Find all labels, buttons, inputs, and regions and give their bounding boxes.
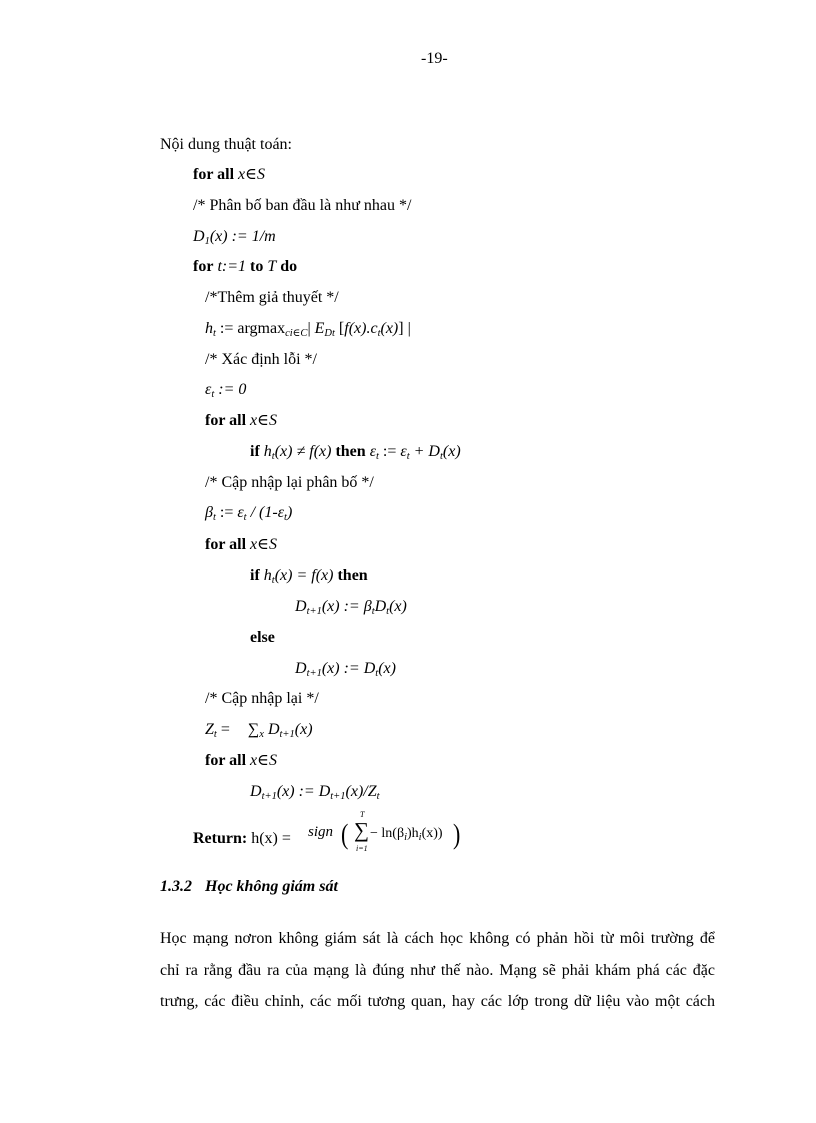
return-formula [308,811,468,857]
sub-t: t [212,512,216,523]
algo-line-argmax [205,321,411,337]
algo-line-eps-init [205,382,246,398]
comment-renorm: /* Cập nhập lại */ [205,690,319,707]
var-beta: β [205,504,213,521]
algo-line-update-else [295,661,396,677]
sum-sub-x: x [259,729,264,740]
set-S: ∈S [245,166,265,183]
var-D: D [363,660,376,677]
var-x: x [250,752,258,769]
norm-div: (x)/Z [345,783,377,800]
h-term: )h [407,826,419,841]
keyword-do: do [280,258,298,275]
return-hx: h(x) = [247,830,291,847]
var-D: D [250,783,262,800]
assign: := [215,504,238,521]
keyword-for-all: for all [205,412,247,429]
sub-t: t [376,791,380,802]
section-title: Học không giám sát [205,878,338,895]
var-h: h [263,567,272,584]
sub-t: t [213,729,217,740]
var-beta: β [363,598,372,615]
sub-t: t [271,575,275,586]
keyword-to: to [250,258,264,275]
algo-line-beta [205,505,292,521]
ln-term: − ln(β [370,826,405,841]
var-x: x [250,536,258,553]
sum-symbol: ∑ [247,721,260,738]
set-S: ∈S [257,752,277,769]
algo-line-d1-init [193,229,276,245]
sub-t: t [211,389,215,400]
keyword-return: Return: [193,830,248,847]
dt-x: (x) [389,598,407,615]
argmax-sub: ci∈C [285,328,308,339]
keyword-then: then [335,443,366,460]
section-number: 1.3.2 [160,878,192,895]
paren-close: ) [453,817,461,850]
sub-t: t [271,451,275,462]
algorithm-intro: Nội dung thuật toán: [160,136,292,153]
sub-t: t [376,451,379,462]
keyword-for-all: for all [205,752,247,769]
var-Z: Z [205,721,214,738]
keyword-for-all: for all [193,166,235,183]
algo-line-update-correct [295,599,407,615]
bracket-open: [ [334,320,345,337]
paren-open: ( [341,817,349,850]
var-h: h [205,320,213,337]
keyword-then: then [337,567,368,584]
dt-x: (x) [442,443,461,460]
ht-neq: (x) ≠ f(x) [274,443,332,460]
sub-1: 1 [204,236,210,247]
sub-t: t [371,606,375,617]
body-paragraph [160,923,715,1018]
dt-x: (x) [378,660,396,677]
algo-line-forall-4 [205,753,277,769]
var-eps: ε [277,504,285,521]
var-eps: ε [369,443,376,460]
sub-t: t [375,668,379,679]
paragraph-line: chỉ ra rằng đầu ra của mạng là đúng như thế nào. Mạng sẽ phải khám phá các đặc [160,961,715,979]
sub-t1: t+1 [330,791,346,802]
keyword-if: if [250,443,260,460]
algo-line-forall-2 [205,413,277,429]
ct-x: (x) [380,320,399,337]
fx-ct: f(x).c [344,320,378,337]
ht-eq: (x) = f(x) [274,567,334,584]
keyword-if: if [250,567,260,584]
set-S: ∈S [257,412,277,429]
d1-rest: (x) := 1/m [209,228,276,245]
page-number: -19- [421,50,448,67]
var-x: x [250,412,258,429]
update-assign: (x) := [321,660,364,677]
sub-t1: t+1 [279,729,295,740]
sub-t: t [386,606,390,617]
section-heading [160,879,338,895]
equals: = [216,721,242,738]
x-term: (x)) [421,826,443,841]
keyword-for-all: for all [205,536,247,553]
sum-upper-T: T [360,810,365,819]
sub-i: i [404,832,407,843]
t-assign: t:=1 [217,258,247,275]
keyword-else: else [250,629,275,646]
argmax-text: := argmax [215,320,286,337]
eps-zero: := 0 [214,381,247,398]
sub-t: t [439,451,443,462]
set-S: ∈S [257,536,277,553]
paragraph-line: trưng, các điều chỉnh, các mối tương quan, hay các lớp trong dữ liệu vào một cách [160,993,715,1010]
comment-init: /* Phân bố ban đầu là như nhau */ [193,197,412,214]
norm-assign: (x) := D [276,783,331,800]
div-open: / (1- [246,504,278,521]
dt-x: (x) [294,721,313,738]
var-T: T [267,258,277,275]
paren-close: ) [286,504,293,521]
var-eps: ε [400,443,407,460]
sub-t1: t+1 [261,791,277,802]
comment-hypothesis: /*Thêm giả thuyết */ [205,289,339,306]
var-eps: ε [205,381,212,398]
var-D: D [193,228,205,245]
bracket-close: ] | [398,320,411,337]
var-D: D [295,598,307,615]
var-h: h [263,443,272,460]
update-assign: (x) := [321,598,364,615]
sum-body [370,827,443,841]
sub-Dt: Dt [324,328,335,339]
paragraph-line: Học mạng nơron không giám sát là cách học không có phản hồi từ môi trường để [160,930,715,947]
var-D: D [267,721,280,738]
var-eps: ε [237,504,244,521]
algo-line-return [193,831,291,847]
assign: := [378,443,401,460]
algo-line-if-correct [250,568,368,584]
var-D: D [295,660,307,677]
comment-redistribute: /* Cập nhập lại phân bố */ [205,474,374,491]
sub-t: t [284,512,287,523]
sub-t: t [406,451,410,462]
sigma-symbol: ∑ [354,818,369,842]
algo-line-if-error [250,444,461,460]
algo-line-forall-3 [205,537,277,553]
abs-bar: | [307,320,315,337]
var-x: x [238,166,246,183]
sign-fn: sign [308,824,334,840]
comment-error: /* Xác định lỗi */ [205,351,317,368]
algo-line-for-loop [193,259,297,275]
algo-line-forall-1 [193,167,265,183]
algo-line-zt [205,722,313,738]
sub-t: t [243,512,247,523]
var-D: D [374,598,387,615]
sub-t1: t+1 [306,606,322,617]
sub-i: i [418,832,422,843]
keyword-for: for [193,258,214,275]
sub-t: t [213,328,216,339]
sub-t1: t+1 [306,668,322,679]
sub-ct: t [377,328,381,339]
var-E: E [314,320,325,337]
algo-line-normalize [250,784,380,800]
sum-lower-i1: i=1 [356,844,368,853]
plus-D: + D [409,443,440,460]
